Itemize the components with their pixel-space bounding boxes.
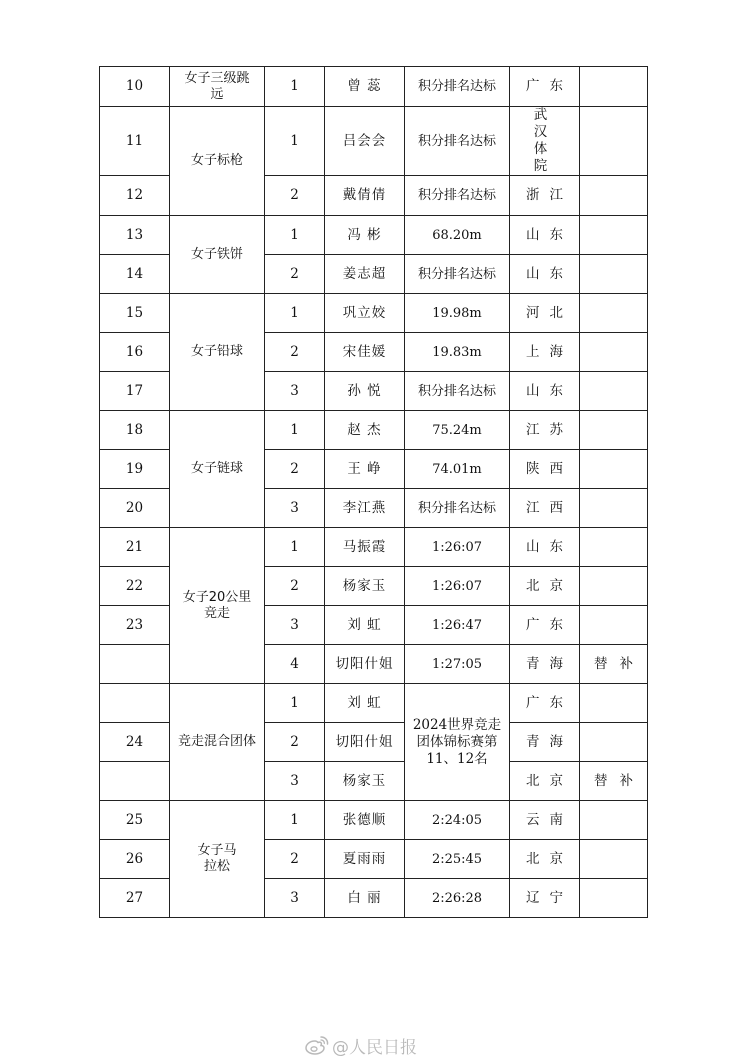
table-row (100, 801, 648, 840)
row-number: 17 (100, 372, 170, 411)
athlete-name: 切阳什姐 (325, 645, 405, 684)
qualifying-result: 积分排名达标 (405, 107, 510, 176)
rank: 1 (265, 107, 325, 176)
province: 广东 (510, 67, 580, 107)
athlete-name: 王 峥 (325, 450, 405, 489)
event-name: 女子链球 (170, 411, 265, 528)
table-row (100, 411, 648, 450)
remark (580, 606, 648, 645)
rank: 2 (265, 255, 325, 294)
row-number (100, 762, 170, 801)
remark (580, 107, 648, 176)
province: 江西 (510, 489, 580, 528)
rank: 1 (265, 528, 325, 567)
athlete-name: 马振霞 (325, 528, 405, 567)
athlete-name: 赵 杰 (325, 411, 405, 450)
province: 陕西 (510, 450, 580, 489)
athlete-name: 张德顺 (325, 801, 405, 840)
remark (580, 67, 648, 107)
province: 山东 (510, 216, 580, 255)
qualifying-result: 积分排名达标 (405, 67, 510, 107)
province: 山东 (510, 528, 580, 567)
rank: 2 (265, 176, 325, 216)
row-number: 22 (100, 567, 170, 606)
remark (580, 879, 648, 918)
remark (580, 450, 648, 489)
table-row (100, 107, 648, 176)
qualifying-result: 积分排名达标 (405, 372, 510, 411)
athlete-name: 宋佳媛 (325, 333, 405, 372)
province: 云南 (510, 801, 580, 840)
remark (580, 411, 648, 450)
row-number: 14 (100, 255, 170, 294)
province: 北京 (510, 762, 580, 801)
row-number: 26 (100, 840, 170, 879)
qualifying-result: 1:26:47 (405, 606, 510, 645)
row-number: 19 (100, 450, 170, 489)
rank: 1 (265, 67, 325, 107)
table-row (100, 294, 648, 333)
qualifying-result: 2:24:05 (405, 801, 510, 840)
remark (580, 528, 648, 567)
weibo-icon (305, 1035, 329, 1055)
row-number (100, 684, 170, 723)
row-number: 18 (100, 411, 170, 450)
athlete-name: 夏雨雨 (325, 840, 405, 879)
qualifying-result: 1:26:07 (405, 528, 510, 567)
table-row (100, 528, 648, 567)
row-number (100, 645, 170, 684)
row-number: 10 (100, 67, 170, 107)
qualifying-result: 75.24m (405, 411, 510, 450)
rank: 3 (265, 762, 325, 801)
rank: 1 (265, 411, 325, 450)
remark (580, 489, 648, 528)
rank: 3 (265, 879, 325, 918)
athlete-name: 白 丽 (325, 879, 405, 918)
remark (580, 567, 648, 606)
province: 青海 (510, 645, 580, 684)
remark (580, 216, 648, 255)
athlete-list-table (99, 66, 648, 918)
rank: 3 (265, 489, 325, 528)
rank: 2 (265, 450, 325, 489)
event-name: 女子铅球 (170, 294, 265, 411)
qualifying-result: 1:26:07 (405, 567, 510, 606)
event-name: 女子马拉松 (170, 801, 265, 918)
province: 辽宁 (510, 879, 580, 918)
athlete-name: 切阳什姐 (325, 723, 405, 762)
row-number: 16 (100, 333, 170, 372)
remark (580, 840, 648, 879)
event-name: 女子20公里竞走 (170, 528, 265, 684)
event-name: 女子标枪 (170, 107, 265, 216)
row-number: 12 (100, 176, 170, 216)
qualifying-result: 积分排名达标 (405, 255, 510, 294)
qualifying-result: 积分排名达标 (405, 176, 510, 216)
qualifying-result: 68.20m (405, 216, 510, 255)
event-name: 女子三级跳远 (170, 67, 265, 107)
athlete-name: 杨家玉 (325, 762, 405, 801)
rank: 2 (265, 840, 325, 879)
province: 广东 (510, 606, 580, 645)
qualifying-result: 1:27:05 (405, 645, 510, 684)
row-number: 21 (100, 528, 170, 567)
qualifying-result: 2:26:28 (405, 879, 510, 918)
remark (580, 176, 648, 216)
event-name: 竞走混合团体 (170, 684, 265, 801)
event-name: 女子铁饼 (170, 216, 265, 294)
row-number: 20 (100, 489, 170, 528)
province: 山东 (510, 255, 580, 294)
remark (580, 723, 648, 762)
remark: 替补 (580, 645, 648, 684)
qualifying-result: 积分排名达标 (405, 489, 510, 528)
athlete-name: 孙 悦 (325, 372, 405, 411)
row-number: 25 (100, 801, 170, 840)
row-number: 23 (100, 606, 170, 645)
rank: 1 (265, 684, 325, 723)
row-number: 24 (100, 723, 170, 762)
rank: 1 (265, 801, 325, 840)
remark (580, 294, 648, 333)
province: 河北 (510, 294, 580, 333)
weibo-watermark (305, 1034, 417, 1056)
table-row (100, 67, 648, 107)
row-number: 15 (100, 294, 170, 333)
athlete-name: 刘 虹 (325, 684, 405, 723)
rank: 3 (265, 606, 325, 645)
qualifying-result: 19.98m (405, 294, 510, 333)
rank: 1 (265, 294, 325, 333)
province: 山东 (510, 372, 580, 411)
rank: 2 (265, 333, 325, 372)
province: 上海 (510, 333, 580, 372)
qualifying-result: 19.83m (405, 333, 510, 372)
athlete-name: 戴倩倩 (325, 176, 405, 216)
province: 北京 (510, 840, 580, 879)
province: 青海 (510, 723, 580, 762)
remark (580, 372, 648, 411)
athlete-name: 曾 蕊 (325, 67, 405, 107)
rank: 2 (265, 723, 325, 762)
rank: 4 (265, 645, 325, 684)
row-number: 13 (100, 216, 170, 255)
table-row (100, 684, 648, 723)
province: 北京 (510, 567, 580, 606)
row-number: 11 (100, 107, 170, 176)
qualifying-result: 2024世界竞走团体锦标赛第11、12名 (405, 684, 510, 801)
athlete-name: 姜志超 (325, 255, 405, 294)
watermark-text: @人民日报 (332, 1037, 417, 1058)
athlete-name: 冯 彬 (325, 216, 405, 255)
remark (580, 684, 648, 723)
qualifying-result: 2:25:45 (405, 840, 510, 879)
athlete-name: 李江燕 (325, 489, 405, 528)
province: 江苏 (510, 411, 580, 450)
table-row (100, 216, 648, 255)
qualifying-result: 74.01m (405, 450, 510, 489)
athlete-name: 刘 虹 (325, 606, 405, 645)
remark: 替补 (580, 762, 648, 801)
province: 广东 (510, 684, 580, 723)
rank: 1 (265, 216, 325, 255)
rank: 2 (265, 567, 325, 606)
remark (580, 333, 648, 372)
row-number: 27 (100, 879, 170, 918)
remark (580, 255, 648, 294)
athlete-name: 吕会会 (325, 107, 405, 176)
athlete-name: 巩立姣 (325, 294, 405, 333)
rank: 3 (265, 372, 325, 411)
province: 武汉体院 (510, 107, 580, 176)
athlete-name: 杨家玉 (325, 567, 405, 606)
remark (580, 801, 648, 840)
province: 浙江 (510, 176, 580, 216)
